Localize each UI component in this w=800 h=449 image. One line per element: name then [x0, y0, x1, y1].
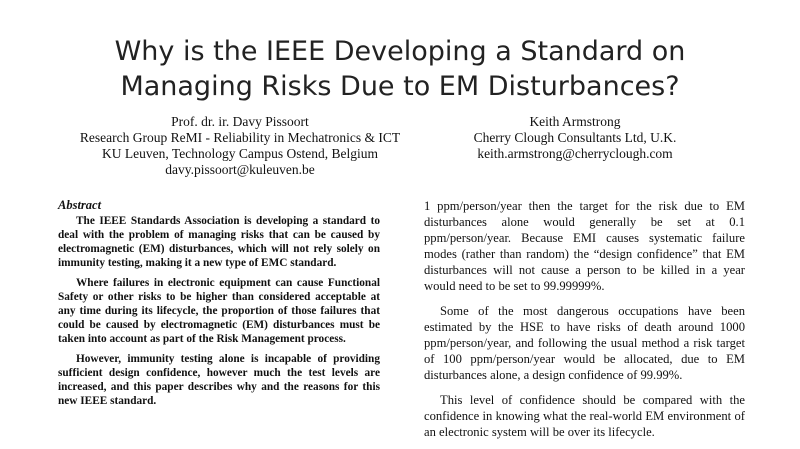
title-line-1: Why is the IEEE Developing a Standard on	[114, 36, 686, 67]
paper-title	[0, 34, 800, 104]
author-name: Keith Armstrong	[529, 114, 621, 129]
abstract-paragraph: Where failures in electronic equipment can cause Functional Safety or other risks to be higher than considered acceptable at any time during its lifecycle, the proportion of those failures that could be caused by electromagnetic (EM) disturbances must be taken into account as part of the Risk Management process.	[58, 277, 380, 345]
abstract-heading: Abstract	[58, 198, 102, 212]
abstract-paragraph: However, immunity testing alone is incapable of providing sufficient design confidence, however much the test levels are increased, and this paper describes why and the reasons for this new IEEE standard.	[58, 353, 380, 407]
abstract-paragraph: The IEEE Standards Association is developing a standard to deal with the problem of managing risks that can be caused by electromagnetic (EM) disturbances, which will not rely solely on immunity testing, making it a new type of EMC standard.	[58, 215, 380, 269]
author-block-1	[60, 114, 420, 178]
author-email: keith.armstrong@cherryclough.com	[477, 146, 673, 161]
body-column	[424, 198, 745, 449]
author-affiliation: Research Group ReMI - Reliability in Mechatronics & ICT	[79, 130, 401, 145]
body-paragraph: Some of the most dangerous occupations have been estimated by the HSE to have risks of death around 1000 ppm/person/year, and following the usual method a risk target of 100 ppm/person/year would be allocated, due to EM disturbances alone, a design confidence of 99.99%.	[424, 304, 745, 382]
body-paragraph: 1 ppm/person/year then the target for the risk due to EM disturbances alone would generally be set at 0.1 ppm/person/year. Because EMI causes systematic failure modes (rather than random) the “design confidence” that EM disturbances will not cause a person to be killed in a year would need to be set to 99.99999%.	[424, 199, 745, 293]
title-line-2: Managing Risks Due to EM Disturbances?	[120, 71, 680, 102]
author-affiliation: Cherry Clough Consultants Ltd, U.K.	[473, 130, 677, 145]
abstract-column	[58, 214, 380, 414]
body-paragraph: This level of confidence should be compared with the confidence in knowing what the real-world EM environment of an electronic system will be over its lifecycle.	[424, 393, 745, 439]
author-affiliation: KU Leuven, Technology Campus Ostend, Belgium	[102, 146, 378, 161]
author-block-2	[410, 114, 740, 162]
author-email: davy.pissoort@kuleuven.be	[165, 162, 315, 177]
author-name: Prof. dr. ir. Davy Pissoort	[171, 114, 309, 129]
